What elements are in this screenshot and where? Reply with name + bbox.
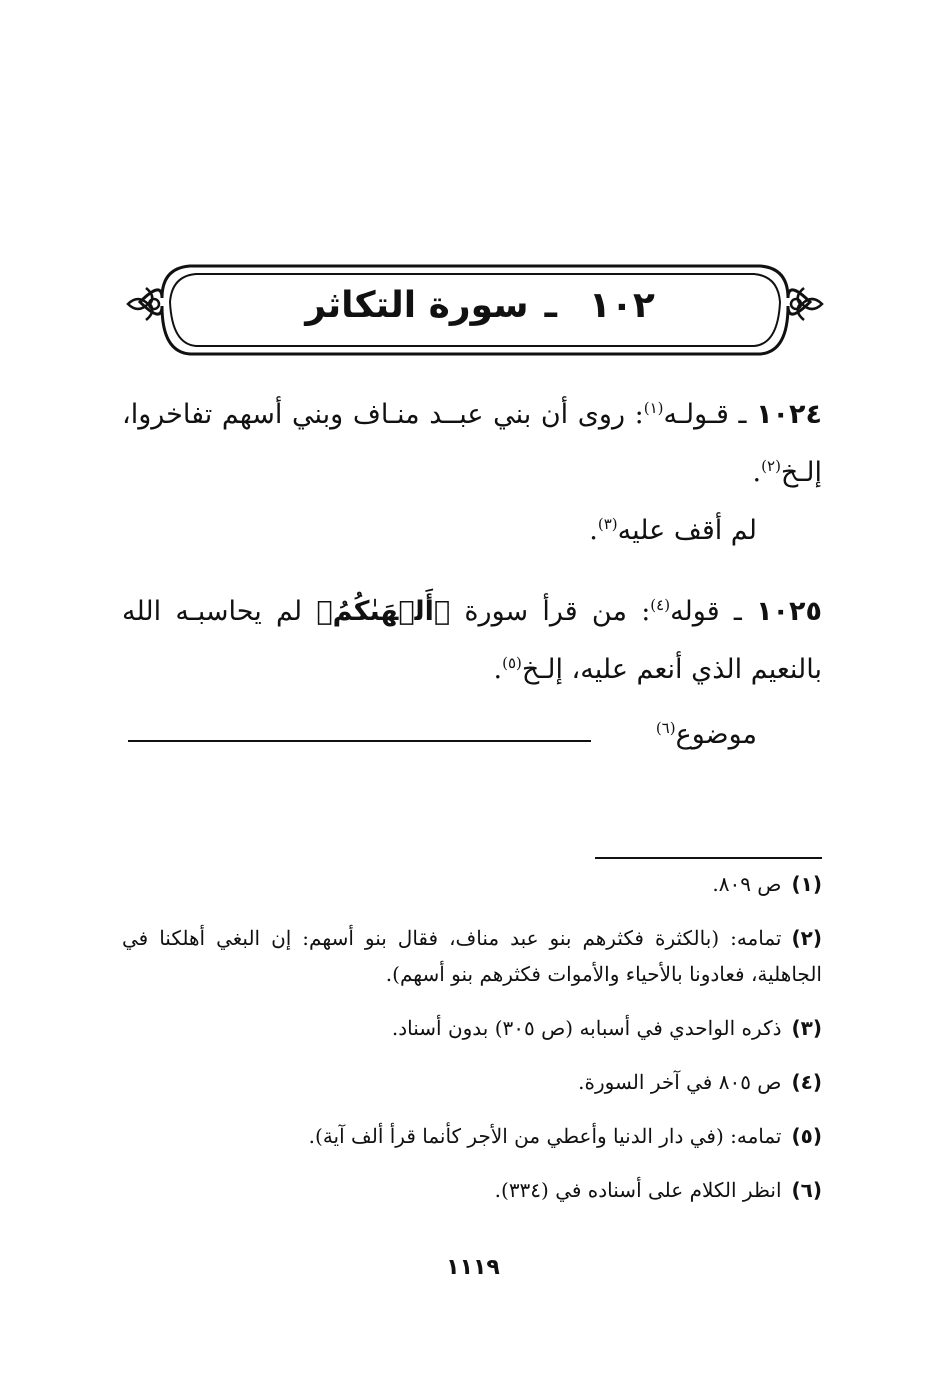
entry-number: ١٠٢٤ bbox=[756, 399, 822, 430]
footnote-number: (٦) bbox=[791, 1178, 822, 1202]
footnote-text: تمامه: (في دار الدنيا وأعطي من الأجر كأنما قرأ ألف آية). bbox=[308, 1124, 782, 1148]
heading-dash: ـ bbox=[544, 284, 557, 326]
footnotes bbox=[122, 866, 822, 1226]
entry-dash: ـ bbox=[733, 596, 742, 627]
footnote-text: ص ٨٠٥ في آخر السورة. bbox=[578, 1070, 782, 1094]
footnote-ref[interactable]: (١) bbox=[643, 399, 664, 417]
footnote-number: (١) bbox=[791, 872, 822, 896]
surah-number: ١٠٢ bbox=[588, 284, 655, 326]
entry-end: . bbox=[493, 654, 503, 685]
surah-heading bbox=[160, 276, 800, 334]
footnote-item bbox=[122, 920, 822, 992]
footnote-ref[interactable]: (٥) bbox=[502, 654, 522, 672]
footnote-separator bbox=[595, 857, 822, 859]
entry-lead: قـولـه bbox=[663, 399, 729, 430]
footnote-ref[interactable]: (٢) bbox=[761, 457, 781, 475]
footnote-text: ص ٨٠٩. bbox=[712, 872, 782, 896]
footnote-item bbox=[122, 1064, 822, 1100]
footnote-text: انظر الكلام على أسناده في (٣٣٤). bbox=[494, 1178, 782, 1202]
footnote-ref[interactable]: (٤) bbox=[650, 596, 671, 614]
entry-1024 bbox=[122, 386, 822, 502]
footnote-ref[interactable]: (٦) bbox=[655, 719, 676, 737]
quran-quote: ﴿أَلۡهَىٰكُمُ﴾ bbox=[316, 596, 451, 627]
footnote-number: (٤) bbox=[791, 1070, 822, 1094]
entry-text: : من قرأ سورة bbox=[450, 596, 651, 627]
entry-dash: ـ bbox=[738, 399, 747, 430]
note-text: لم أقف عليه bbox=[617, 515, 757, 546]
page-number: ١١١٩ bbox=[446, 1255, 500, 1280]
not-found-note bbox=[589, 502, 757, 560]
entry-text-2: لم يحاسبـه الله بالنعيم الذي أنعم عليه، إلـخ bbox=[122, 596, 822, 685]
grading-label bbox=[656, 710, 757, 760]
entry-lead: قوله bbox=[670, 596, 720, 627]
entry-text: : روى أن بني عبــد منـاف وبني أسهم تفاخروا، إلـخ bbox=[122, 399, 822, 488]
entry-number: ١٠٢٥ bbox=[756, 596, 822, 627]
entry-end: . bbox=[752, 457, 762, 488]
footnote-text: ذكره الواحدي في أسبابه (ص ٣٠٥) بدون أسناد. bbox=[391, 1016, 782, 1040]
footnote-number: (٢) bbox=[791, 926, 822, 950]
grading-text: موضوع bbox=[675, 719, 757, 750]
footnote-item bbox=[122, 1010, 822, 1046]
footnote-ref[interactable]: (٣) bbox=[597, 515, 618, 533]
entry-1025 bbox=[122, 583, 822, 699]
footnote-item bbox=[122, 1118, 822, 1154]
footnote-item bbox=[122, 1172, 822, 1208]
surah-title: سورة التكاثر bbox=[305, 284, 529, 326]
footnote-text: تمامه: (بالكثرة فكثرهم بنو عبد مناف، فقال بنو أسهم: إن البغي أهلكنا في الجاهلية، فعادونا بالأحياء والأموات فكثرهم بنو أسهم). bbox=[122, 926, 822, 986]
footnote-number: (٣) bbox=[791, 1016, 822, 1040]
note-end: . bbox=[589, 515, 598, 546]
grading-rule bbox=[128, 740, 591, 742]
footnote-number: (٥) bbox=[791, 1124, 822, 1148]
footnote-item bbox=[122, 866, 822, 902]
